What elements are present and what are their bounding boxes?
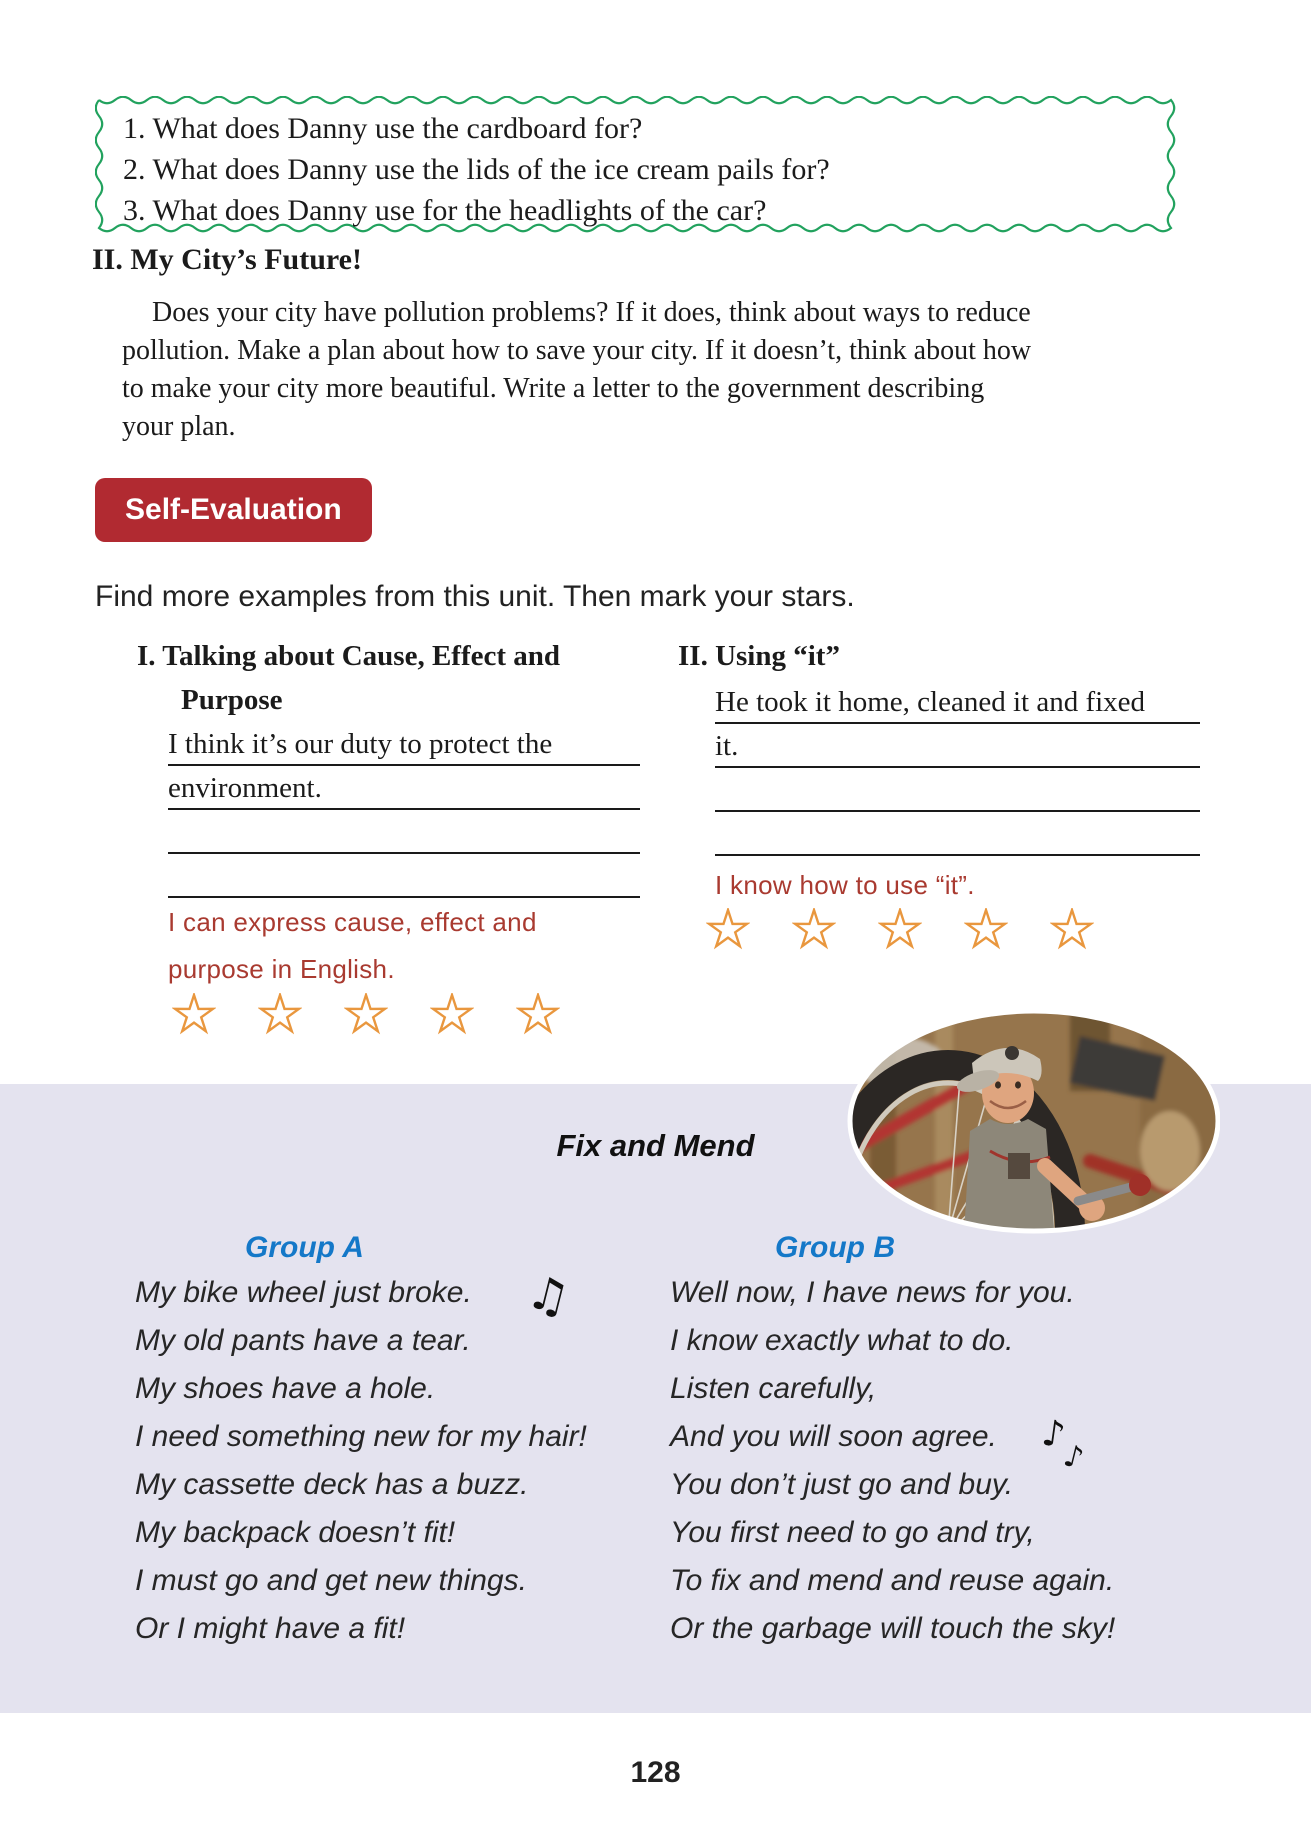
question-box bbox=[95, 96, 1190, 236]
lyric-line: My backpack doesn’t fit! bbox=[135, 1516, 456, 1549]
lyric-line: My shoes have a hole. bbox=[135, 1372, 436, 1405]
star-icon[interactable] bbox=[964, 908, 1008, 952]
paragraph-line: your plan. bbox=[122, 411, 236, 442]
write-line[interactable]: He took it home, cleaned it and fixed bbox=[715, 680, 1200, 724]
lyric-line: Or the garbage will touch the sky! bbox=[670, 1612, 1116, 1645]
star-rating[interactable] bbox=[706, 908, 1094, 952]
page-number: 128 bbox=[630, 1756, 681, 1789]
boy-fixing-bike-wheel-photo bbox=[840, 1001, 1220, 1241]
music-note-icon: ♪ bbox=[1039, 1412, 1068, 1457]
write-line[interactable] bbox=[168, 810, 640, 854]
write-line[interactable] bbox=[715, 812, 1200, 856]
write-line[interactable] bbox=[715, 768, 1200, 812]
lyric-line: To fix and mend and reuse again. bbox=[670, 1564, 1115, 1597]
eval-heading-1-line2: Purpose bbox=[181, 684, 283, 716]
eval-heading-1: I. Talking about Cause, Effect and bbox=[137, 640, 561, 672]
star-icon[interactable] bbox=[516, 993, 560, 1037]
lyric-line: Or I might have a fit! bbox=[135, 1612, 406, 1645]
instruction-text: Find more examples from this unit. Then mark your stars. bbox=[95, 580, 855, 613]
question-item: 3. What does Danny use for the headlights of the car? bbox=[123, 194, 767, 227]
question-item: 1. What does Danny use the cardboard for? bbox=[123, 112, 643, 145]
lyric-line: And you will soon agree. bbox=[670, 1420, 997, 1453]
lyric-line: Listen carefully, bbox=[670, 1372, 877, 1405]
group-a-lyrics bbox=[135, 1276, 587, 1660]
self-evaluation-badge: Self-Evaluation bbox=[95, 478, 372, 542]
example-write-lines[interactable] bbox=[168, 722, 640, 898]
group-b-heading: Group B bbox=[775, 1231, 895, 1264]
star-icon[interactable] bbox=[430, 993, 474, 1037]
write-line[interactable] bbox=[168, 854, 640, 898]
lyric-line: My cassette deck has a buzz. bbox=[135, 1468, 529, 1501]
write-line[interactable]: environment. bbox=[168, 766, 640, 810]
star-rating[interactable] bbox=[172, 993, 560, 1037]
lyric-line: I need something new for my hair! bbox=[135, 1420, 587, 1453]
section-title: II. My City’s Future! bbox=[92, 243, 362, 276]
star-icon[interactable] bbox=[344, 993, 388, 1037]
eval-heading-2: II. Using “it” bbox=[678, 640, 840, 672]
can-do-statement: I know how to use “it”. bbox=[715, 870, 975, 900]
star-icon[interactable] bbox=[792, 908, 836, 952]
paragraph-line: to make your city more beautiful. Write a letter to the government describing bbox=[122, 373, 985, 404]
group-a-heading: Group A bbox=[245, 1231, 364, 1264]
star-icon[interactable] bbox=[258, 993, 302, 1037]
lyric-line: You first need to go and try, bbox=[670, 1516, 1035, 1549]
lyric-line: I know exactly what to do. bbox=[670, 1324, 1014, 1357]
lyric-line: I must go and get new things. bbox=[135, 1564, 527, 1597]
music-note-icon: ♫ bbox=[522, 1263, 576, 1327]
question-item: 2. What does Danny use the lids of the ice cream pails for? bbox=[123, 153, 830, 186]
music-note-icon: ♪ bbox=[1060, 1438, 1088, 1477]
lyric-line: My old pants have a tear. bbox=[135, 1324, 471, 1357]
lyric-line: You don’t just go and buy. bbox=[670, 1468, 1014, 1501]
song-title: Fix and Mend bbox=[556, 1128, 755, 1163]
write-line[interactable]: I think it’s our duty to protect the bbox=[168, 722, 640, 766]
star-icon[interactable] bbox=[878, 908, 922, 952]
star-icon[interactable] bbox=[1050, 908, 1094, 952]
star-icon[interactable] bbox=[172, 993, 216, 1037]
lyric-line: My bike wheel just broke. bbox=[135, 1276, 472, 1309]
group-b-lyrics bbox=[670, 1276, 1115, 1660]
can-do-statement: I can express cause, effect and purpose in English. bbox=[168, 907, 537, 984]
star-icon[interactable] bbox=[706, 908, 750, 952]
paragraph-line: pollution. Make a plan about how to save your city. If it doesn’t, think about how bbox=[122, 335, 1032, 366]
paragraph-line: Does your city have pollution problems? If it does, think about ways to reduce bbox=[152, 297, 1031, 328]
lyric-line: Well now, I have news for you. bbox=[670, 1276, 1075, 1309]
write-line[interactable]: it. bbox=[715, 724, 1200, 768]
example-write-lines[interactable] bbox=[715, 680, 1200, 856]
